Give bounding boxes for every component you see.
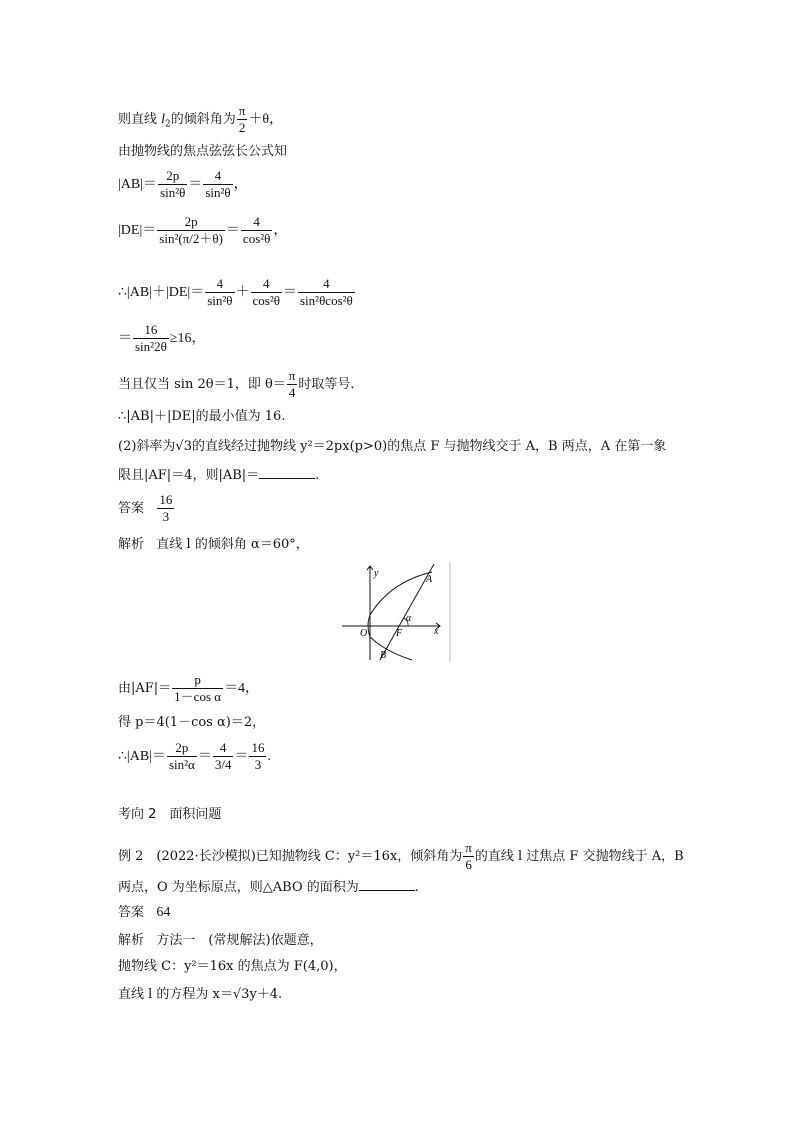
denominator: sin²α	[168, 757, 195, 772]
line-14: 得 p＝4(1－cos α)＝2，	[118, 715, 266, 730]
analysis-line	[118, 536, 309, 554]
plus: ＋	[235, 285, 250, 300]
numerator: π	[238, 103, 246, 118]
denominator: 3	[254, 757, 262, 772]
answer-line	[118, 492, 175, 525]
numerator: 16	[251, 740, 265, 755]
fraction	[237, 103, 248, 136]
fraction	[241, 214, 272, 247]
answer-fraction	[157, 492, 174, 525]
denominator: 6	[465, 857, 472, 872]
equals: ＝	[188, 177, 203, 192]
denominator: cos²θ	[252, 293, 280, 308]
label-a: A	[426, 574, 433, 585]
problem-line-2	[118, 466, 319, 485]
numerator: 4	[205, 276, 234, 293]
var-l: l	[161, 112, 166, 127]
text: .	[414, 880, 419, 895]
analysis-label: 解析	[118, 933, 145, 948]
answer-blank	[259, 466, 315, 479]
analysis-line-2	[118, 932, 323, 950]
numerator: π	[288, 368, 296, 383]
numerator: 4	[203, 168, 232, 185]
text: 当且仅当 sin 2θ＝1，即 θ＝	[118, 377, 286, 392]
fraction	[158, 168, 187, 201]
lhs: |DE|＝	[118, 223, 157, 238]
numerator: 2p	[167, 740, 197, 757]
fraction	[172, 672, 223, 705]
equals: ＝	[283, 285, 297, 300]
equals: ＝	[234, 749, 249, 764]
denominator: sin²θcos²θ	[300, 293, 353, 308]
fraction	[463, 840, 474, 873]
text: 例 2 (2022·长沙模拟)已知抛物线 C：y²＝16x，倾斜角为	[118, 849, 463, 864]
answer-label: 答案	[118, 501, 145, 516]
line-6	[118, 322, 205, 355]
answer-line-2	[118, 904, 170, 922]
numerator: 16	[133, 322, 169, 339]
example-line-1	[118, 840, 684, 873]
text: ＝4，	[224, 681, 260, 696]
lhs: 由|AF|＝	[118, 681, 172, 696]
line-2: 由抛物线的焦点弦弦长公式知	[118, 144, 288, 159]
denominator: cos²θ	[242, 231, 271, 246]
lhs: ∴|AB|＋|DE|＝	[118, 285, 205, 300]
analysis-label: 解析	[118, 537, 145, 552]
fraction	[298, 276, 355, 309]
text: 则直线	[118, 112, 162, 127]
line-4	[118, 214, 287, 247]
answer-value: 64	[156, 905, 171, 920]
line-8: ∴|AB|＋|DE|的最小值为 16.	[118, 409, 286, 424]
denominator: sin²θ	[207, 293, 233, 308]
denominator: sin²(π/2＋θ)	[159, 231, 223, 246]
subscript: 2	[165, 119, 171, 130]
text: ，	[233, 177, 248, 192]
denominator: sin²θ	[160, 185, 186, 200]
text: 的直线 l 过焦点 F 交抛物线于 A，B	[474, 849, 684, 864]
text: .	[315, 468, 320, 483]
line-22: 直线 l 的方程为 x＝√3y＋4.	[118, 987, 283, 1002]
fraction	[213, 740, 234, 773]
denominator: 1－cos α	[174, 689, 222, 704]
fraction	[251, 276, 282, 309]
line-5	[118, 276, 356, 309]
fraction	[205, 276, 234, 309]
numerator: 4	[298, 276, 355, 293]
label-b: B	[380, 650, 387, 661]
line-13	[118, 672, 259, 705]
equals: ＝	[197, 749, 212, 764]
label-o: O	[360, 628, 368, 639]
fraction	[133, 322, 169, 355]
numerator: 16	[159, 492, 173, 507]
lhs: |AB|＝	[118, 177, 158, 192]
line-15	[118, 740, 271, 773]
numerator: 2p	[157, 214, 225, 231]
parabola-figure	[340, 560, 454, 662]
denominator: sin²2θ	[135, 339, 167, 354]
answer-label: 答案	[118, 905, 145, 920]
problem-line-1: (2)斜率为√3的直线经过抛物线 y²＝2px(p>0)的焦点 F 与抛物线交于 A，B 两点，A 在第一象	[118, 439, 667, 454]
label-f: F	[396, 628, 403, 639]
numerator: 2p	[158, 168, 187, 185]
numerator: π	[465, 840, 472, 855]
fraction	[287, 368, 298, 401]
label-y: y	[374, 568, 379, 579]
line-1	[118, 103, 283, 136]
lhs: ∴|AB|＝	[118, 749, 166, 764]
denominator: 2	[238, 120, 246, 135]
text: ≥16，	[169, 331, 206, 346]
label-alpha: α	[406, 613, 412, 624]
numerator: p	[172, 672, 223, 689]
text: 方法一 (常规解法)依题意，	[156, 933, 323, 948]
text: ＋θ，	[248, 112, 284, 127]
denominator: sin²θ	[205, 185, 231, 200]
example-line-2	[118, 878, 419, 897]
fraction	[157, 214, 225, 247]
text: 的倾斜角为	[170, 112, 236, 127]
line-3	[118, 168, 248, 201]
denominator: 4	[288, 385, 296, 400]
line-7	[118, 368, 363, 401]
text: .	[267, 749, 271, 764]
text: 直线 l 的倾斜角 α＝60°，	[156, 537, 309, 552]
equals: ＝	[118, 331, 132, 346]
fraction	[249, 740, 266, 773]
numerator: 4	[241, 214, 272, 231]
numerator: 4	[213, 740, 234, 757]
text: ，	[273, 223, 288, 238]
text: 时取等号．	[298, 377, 364, 392]
answer-blank	[359, 878, 415, 891]
text: 两点，O 为坐标原点，则△ABO 的面积为	[118, 880, 359, 895]
fraction	[167, 740, 197, 773]
section-heading: 考向 2 面积问题	[118, 807, 222, 822]
line-21: 抛物线 C：y²＝16x 的焦点为 F(4,0)，	[118, 959, 347, 974]
text: 限且|AF|＝4，则|AB|＝	[118, 468, 260, 483]
denominator: 3	[162, 509, 170, 524]
label-x: x	[434, 626, 439, 637]
denominator: 3/4	[214, 757, 232, 772]
equals: ＝	[225, 223, 240, 238]
fraction	[203, 168, 232, 201]
numerator: 4	[251, 276, 282, 293]
